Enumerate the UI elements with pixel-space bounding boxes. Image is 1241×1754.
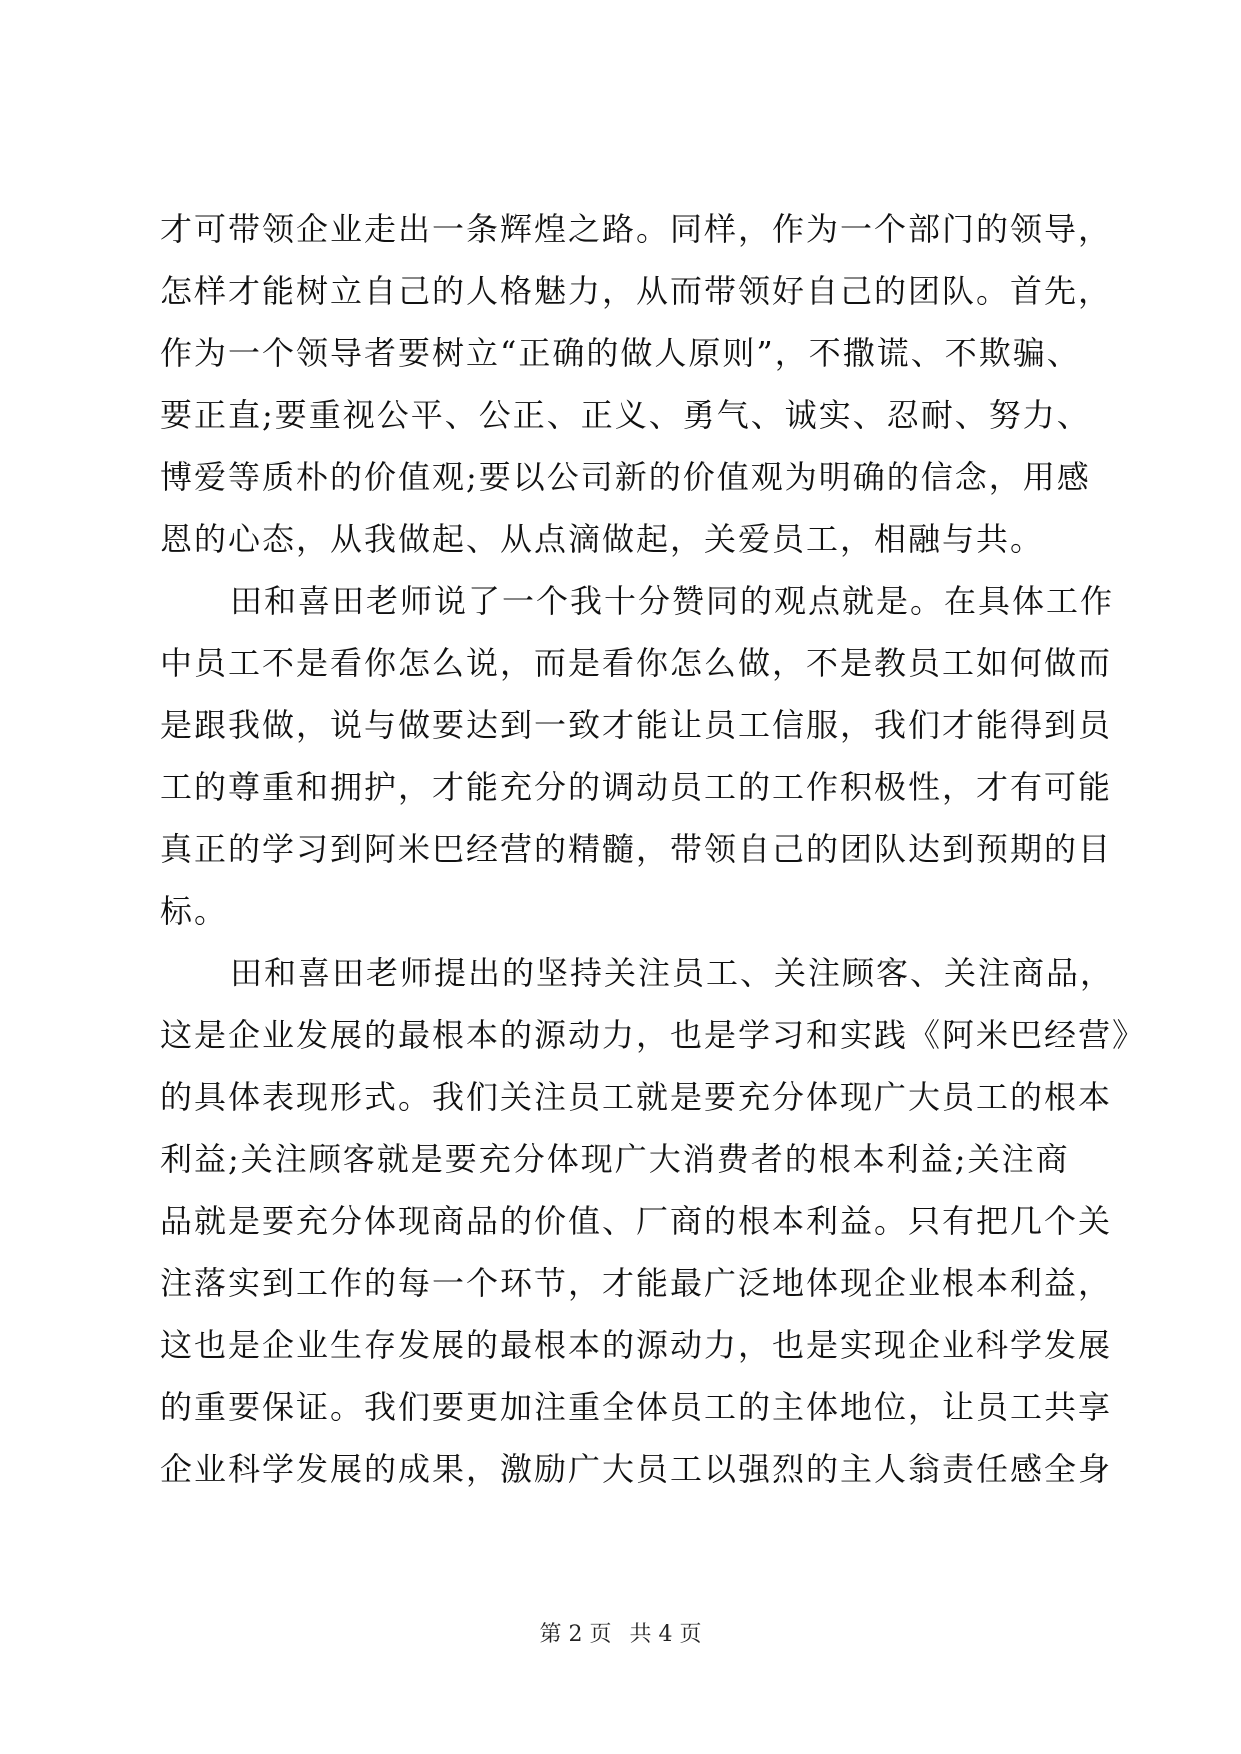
page-footer: [0, 1620, 1241, 1650]
text-line: 这是企业发展的最根本的源动力，也是学习和实践《阿米巴经营》: [160, 1016, 1147, 1054]
text-line: 这也是企业生存发展的最根本的源动力，也是实现企业科学发展: [160, 1326, 1113, 1364]
text-line: 中员工不是看你怎么说，而是看你怎么做，不是教员工如何做而: [160, 644, 1113, 682]
text-line: 真正的学习到阿米巴经营的精髓，带领自己的团队达到预期的目: [160, 830, 1113, 868]
text-line: 注落实到工作的每一个环节，才能最广泛地体现企业根本利益，: [160, 1264, 1113, 1302]
text-line: 是跟我做，说与做要达到一致才能让员工信服，我们才能得到员: [160, 706, 1113, 744]
text-line: 利益;关注顾客就是要充分体现广大消费者的根本利益;关注商: [160, 1140, 1070, 1178]
document-body: [160, 198, 1147, 1500]
text-line: 品就是要充分体现商品的价值、厂商的根本利益。只有把几个关: [160, 1202, 1113, 1240]
text-line: 要正直;要重视公平、公正、正义、勇气、诚实、忍耐、努力、: [160, 396, 1091, 434]
paragraph-start-line: 田和喜田老师说了一个我十分赞同的观点就是。在具体工作: [230, 582, 1115, 620]
page-number: 第 2 页: [539, 1622, 612, 1647]
text-line: 的具体表现形式。我们关注员工就是要充分体现广大员工的根本: [160, 1078, 1113, 1116]
text-line: 工的尊重和拥护，才能充分的调动员工的工作积极性，才有可能: [160, 768, 1113, 806]
text-line: 的重要保证。我们要更加注重全体员工的主体地位，让员工共享: [160, 1388, 1113, 1426]
page-total: 共 4 页: [629, 1622, 702, 1647]
text-line: 才可带领企业走出一条辉煌之路。同样，作为一个部门的领导，: [160, 210, 1113, 248]
text-line: 作为一个领导者要树立“正确的做人原则”，不撒谎、不欺骗、: [160, 334, 1081, 372]
text-line: 怎样才能树立自己的人格魅力，从而带领好自己的团队。首先，: [160, 272, 1113, 310]
text-line: 标。: [160, 892, 229, 930]
text-line: 恩的心态，从我做起、从点滴做起，关爱员工，相融与共。: [160, 520, 1045, 558]
text-line: 博爱等质朴的价值观;要以公司新的价值观为明确的信念，用感: [160, 458, 1091, 496]
text-line: 企业科学发展的成果，激励广大员工以强烈的主人翁责任感全身: [160, 1450, 1113, 1488]
paragraph-start-line: 田和喜田老师提出的坚持关注员工、关注顾客、关注商品，: [230, 954, 1115, 992]
